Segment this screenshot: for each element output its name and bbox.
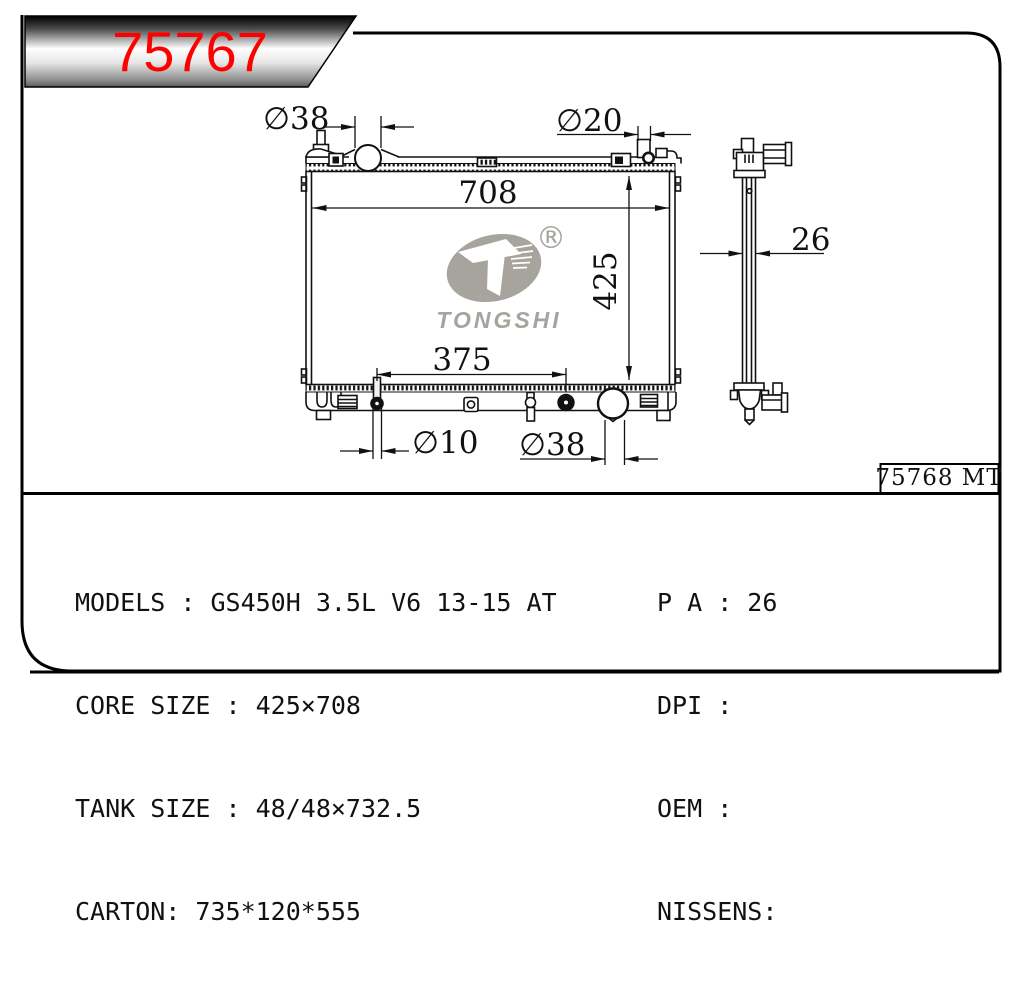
logo-wordmark: TONGSHI [436,307,562,333]
radiator-side-view [731,139,792,425]
spec-oem: OEM : [657,794,733,824]
part-number-banner [25,16,356,87]
dim-core-width-label: 708 [458,175,518,211]
spec-core-size: CORE SIZE : 425×708 [75,691,361,721]
dim-top-outlet-diameter-label: ∅20 [556,103,623,139]
spec-left-column [75,517,557,999]
spec-right-column [657,517,777,999]
registered-trademark-icon: ® [536,221,566,256]
dim-bottom-span-label: 375 [432,342,492,378]
dim-top-inlet-diameter-label: ∅38 [263,101,330,137]
dim-core-height-label: 425 [588,251,624,311]
spec-dpi: DPI : [657,691,733,721]
spec-models: MODELS : GS450H 3.5L V6 13-15 AT [75,587,557,617]
spec-tank-size: TANK SIZE : 48/48×732.5 [75,794,422,824]
reference-code-box [875,464,1002,493]
part-number: 75767 [112,20,268,83]
spec-pa: P A : 26 [657,587,778,617]
dim-bottom-pin-diameter-label: ∅10 [412,425,479,461]
spec-nissens: NISSENS: [657,897,778,927]
tongshi-logo [436,221,566,333]
reference-code: 75768 MT [875,465,1003,491]
dim-bottom-outlet-diameter-label: ∅38 [519,427,586,463]
spec-carton: CARTON: 735*120*555 [75,897,361,927]
dim-side-thickness-label: 26 [791,222,831,258]
